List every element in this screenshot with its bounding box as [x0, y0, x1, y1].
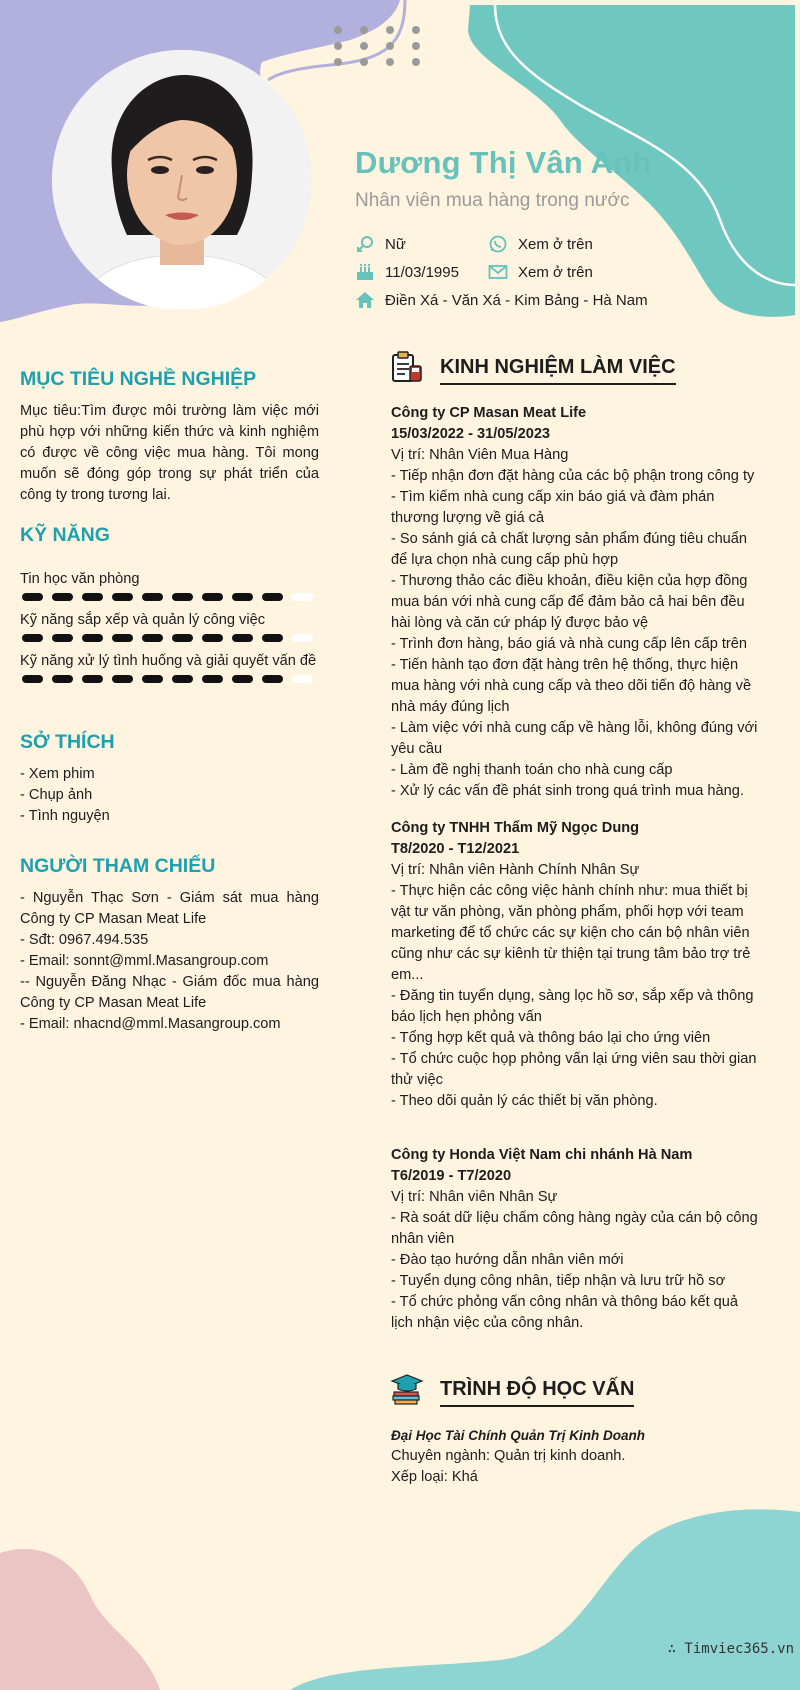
job-entry: [391, 818, 761, 1112]
reference-line: - Sđt: 0967.494.535: [20, 932, 149, 948]
email-value: Xem ở trên: [518, 263, 593, 281]
job-position: Vị trí: Nhân Viên Mua Hàng: [391, 447, 569, 463]
reference-line: - Email: sonnt@mml.Masangroup.com: [20, 953, 269, 969]
job-company: Công ty CP Masan Meat Life: [391, 405, 587, 421]
skill-dash: [172, 634, 193, 642]
job-task: - Tuyển dụng công nhân, tiếp nhận và lưu trữ hồ sơ: [391, 1273, 726, 1289]
home-icon: [355, 290, 375, 310]
skill-item: [20, 653, 320, 686]
job-task: - Tổ chức cuộc họp phỏng vấn lại ứng viên sau thời gian thử việc: [391, 1051, 757, 1088]
email-row: [488, 262, 593, 282]
job-task: - Làm đề nghị thanh toán cho nhà cung cấp: [391, 762, 673, 778]
job-entry: [391, 1145, 761, 1334]
birthday-value: 11/03/1995: [385, 263, 459, 281]
gender-row: [355, 234, 406, 254]
skill-dash: [202, 593, 223, 601]
education-graduation-cap-icon: [390, 1372, 424, 1406]
job-task: - Tổng hợp kết quả và thông báo lại cho ứng viên: [391, 1030, 711, 1046]
education-school: Đại Học Tài Chính Quản Trị Kinh Doanh: [391, 1428, 646, 1443]
references-title: NGƯỜI THAM CHIẾU: [20, 855, 216, 877]
hobbies-title: SỞ THÍCH: [20, 731, 115, 753]
skill-dash: [112, 634, 133, 642]
hobby-item: - Tình nguyện: [20, 808, 110, 824]
skill-dashes: [20, 590, 320, 604]
skill-item: [20, 612, 320, 645]
job-task: - Đăng tin tuyển dụng, sàng lọc hồ sơ, sắp xếp và thông báo lịch hẹn phỏng vấn: [391, 988, 754, 1025]
skill-dash: [292, 593, 313, 601]
job-period: T6/2019 - T7/2020: [391, 1168, 512, 1184]
job-task: - Rà soát dữ liệu chấm công hàng ngày của cán bộ công nhân viên: [391, 1210, 758, 1247]
skill-dash: [22, 634, 43, 642]
skill-dash: [172, 675, 193, 683]
job-period: 15/03/2022 - 31/05/2023: [391, 426, 551, 442]
job-task: - Xử lý các vấn đề phát sinh trong quá trình mua hàng.: [391, 783, 744, 799]
skill-dash: [82, 634, 103, 642]
gender-value: Nữ: [385, 235, 406, 253]
skill-dash: [232, 593, 253, 601]
skill-dash: [202, 634, 223, 642]
skill-dash: [232, 675, 253, 683]
portrait-illustration: [52, 50, 312, 310]
skills-title: KỸ NĂNG: [20, 524, 110, 546]
job-task: - Trình đơn hàng, báo giá và nhà cung cấp lên cấp trên: [391, 636, 748, 652]
skill-dash: [142, 675, 163, 683]
skill-dash: [232, 634, 253, 642]
job-task: - Tiếp nhận đơn đặt hàng của các bộ phận trong công ty: [391, 468, 755, 484]
skill-dash: [112, 675, 133, 683]
address-row: [355, 290, 648, 310]
job-task: - Theo dõi quản lý các thiết bị văn phòng.: [391, 1093, 658, 1109]
skill-dash: [262, 675, 283, 683]
skill-dash: [292, 634, 313, 642]
skill-dash: [262, 593, 283, 601]
job-task: - Đào tạo hướng dẫn nhân viên mới: [391, 1252, 624, 1268]
email-envelope-icon: [488, 262, 508, 282]
job-position: Vị trí: Nhân viên Hành Chính Nhân Sự: [391, 862, 640, 878]
job-company: Công ty Honda Việt Nam chi nhánh Hà Nam: [391, 1147, 693, 1163]
skill-name: Kỹ năng xử lý tình huống và giải quyết vấn đề: [20, 653, 317, 669]
skill-dash: [172, 593, 193, 601]
job-task: - Thực hiện các công việc hành chính như: mua thiết bị vật tư văn phòng, văn phòng phẩm, phối hợp với team marketing để tổ chức các sự kiện cho cán bộ nhân viên cũng như các sự kiênh từ thiện tại trung tâm bảo trợ trẻ em...: [391, 883, 751, 983]
education-entry: [391, 1425, 761, 1488]
skill-dash: [52, 593, 73, 601]
skill-dash: [112, 593, 133, 601]
skill-dashes: [20, 672, 320, 686]
skill-name: Kỹ năng sắp xếp và quản lý công việc: [20, 612, 266, 628]
skill-level-bar: [20, 590, 320, 604]
education-title: TRÌNH ĐỘ HỌC VẤN: [440, 1378, 634, 1407]
job-entry: [391, 403, 761, 802]
experience-title: KINH NGHIỆM LÀM VIỆC: [440, 356, 676, 385]
phone-row: [488, 234, 593, 254]
job-task: - Tổ chức phỏng vấn công nhân và thông báo kết quả lịch nhận việc của công nhân.: [391, 1294, 739, 1331]
career-goal-title: MỤC TIÊU NGHỀ NGHIỆP: [20, 368, 257, 390]
skill-dashes: [20, 631, 320, 645]
skill-dash: [82, 675, 103, 683]
skill-level-bar: [20, 631, 320, 645]
job-company: Công ty TNHH Thẩm Mỹ Ngọc Dung: [391, 820, 640, 836]
skill-dash: [22, 675, 43, 683]
skill-dash: [202, 675, 223, 683]
skill-item: [20, 571, 320, 604]
education-major: Chuyên ngành: Quản trị kinh doanh.: [391, 1448, 626, 1464]
skill-dash: [82, 593, 103, 601]
skill-name: Tin học văn phòng: [20, 571, 140, 587]
job-task: - Tìm kiếm nhà cung cấp xin báo giá và đàm phán thương lượng về giá cả: [391, 489, 715, 526]
skill-dash: [292, 675, 313, 683]
career-goal-text: Mục tiêu:Tìm được môi trường làm việc mới phù hợp với những kiến thức và kinh nghiệm có được về công việc mua hàng. Tôi mong muốn sẽ đóng góp trong sự phát triển của công ty trong tương lai.: [20, 403, 319, 503]
job-task: - Thương thảo các điều khoản, điều kiện của hợp đồng mua bán với nhà cung cấp để đảm bảo cả hai bên đều hài lòng và căn cứ pháp lý được bảo vệ: [391, 573, 748, 631]
profile-photo: [52, 50, 312, 310]
gender-icon: [355, 234, 375, 254]
hobby-item: - Chụp ảnh: [20, 787, 93, 803]
job-position: Vị trí: Nhân viên Nhân Sự: [391, 1189, 558, 1205]
hobbies-list: [20, 764, 320, 827]
candidate-name: Dương Thị Vân Anh: [355, 145, 652, 180]
education-grade: Xếp loại: Khá: [391, 1469, 478, 1485]
job-task: - Làm việc với nhà cung cấp về hàng lỗi, không đúng với yêu cầu: [391, 720, 758, 757]
job-task: - So sánh giá cả chất lượng sản phẩm đúng tiêu chuẩn để lựa chọn nhà cung cấp phù hợp: [391, 531, 748, 568]
brand-watermark: ∴ Timviec365.vn: [667, 1641, 794, 1657]
reference-line: -- Nguyễn Đăng Nhạc - Giám đốc mua hàng Công ty CP Masan Meat Life: [20, 974, 319, 1011]
address-value: Điền Xá - Văn Xá - Kim Bảng - Hà Nam: [385, 291, 648, 309]
references-list: [20, 888, 319, 1035]
skill-dash: [22, 593, 43, 601]
hobby-item: - Xem phim: [20, 766, 95, 782]
whatsapp-phone-icon: [488, 234, 508, 254]
reference-line: - Nguyễn Thạc Sơn - Giám sát mua hàng Công ty CP Masan Meat Life: [20, 890, 319, 927]
job-period: T8/2020 - T12/2021: [391, 841, 520, 857]
skill-dash: [52, 675, 73, 683]
phone-value: Xem ở trên: [518, 235, 593, 253]
skill-dash: [262, 634, 283, 642]
birthday-cake-icon: [355, 262, 375, 282]
candidate-position: Nhân viên mua hàng trong nước: [355, 190, 630, 211]
job-task: - Tiến hành tạo đơn đặt hàng trên hệ thống, thực hiện mua hàng với nhà cung cấp và theo dõi tiến độ hàng về nhà máy đúng lịch: [391, 657, 752, 715]
skill-dash: [142, 593, 163, 601]
experience-clipboard-icon: [390, 350, 424, 384]
skill-level-bar: [20, 672, 320, 686]
skill-dash: [52, 634, 73, 642]
skill-dash: [142, 634, 163, 642]
reference-line: - Email: nhacnd@mml.Masangroup.com: [20, 1016, 281, 1032]
birthday-row: [355, 262, 459, 282]
